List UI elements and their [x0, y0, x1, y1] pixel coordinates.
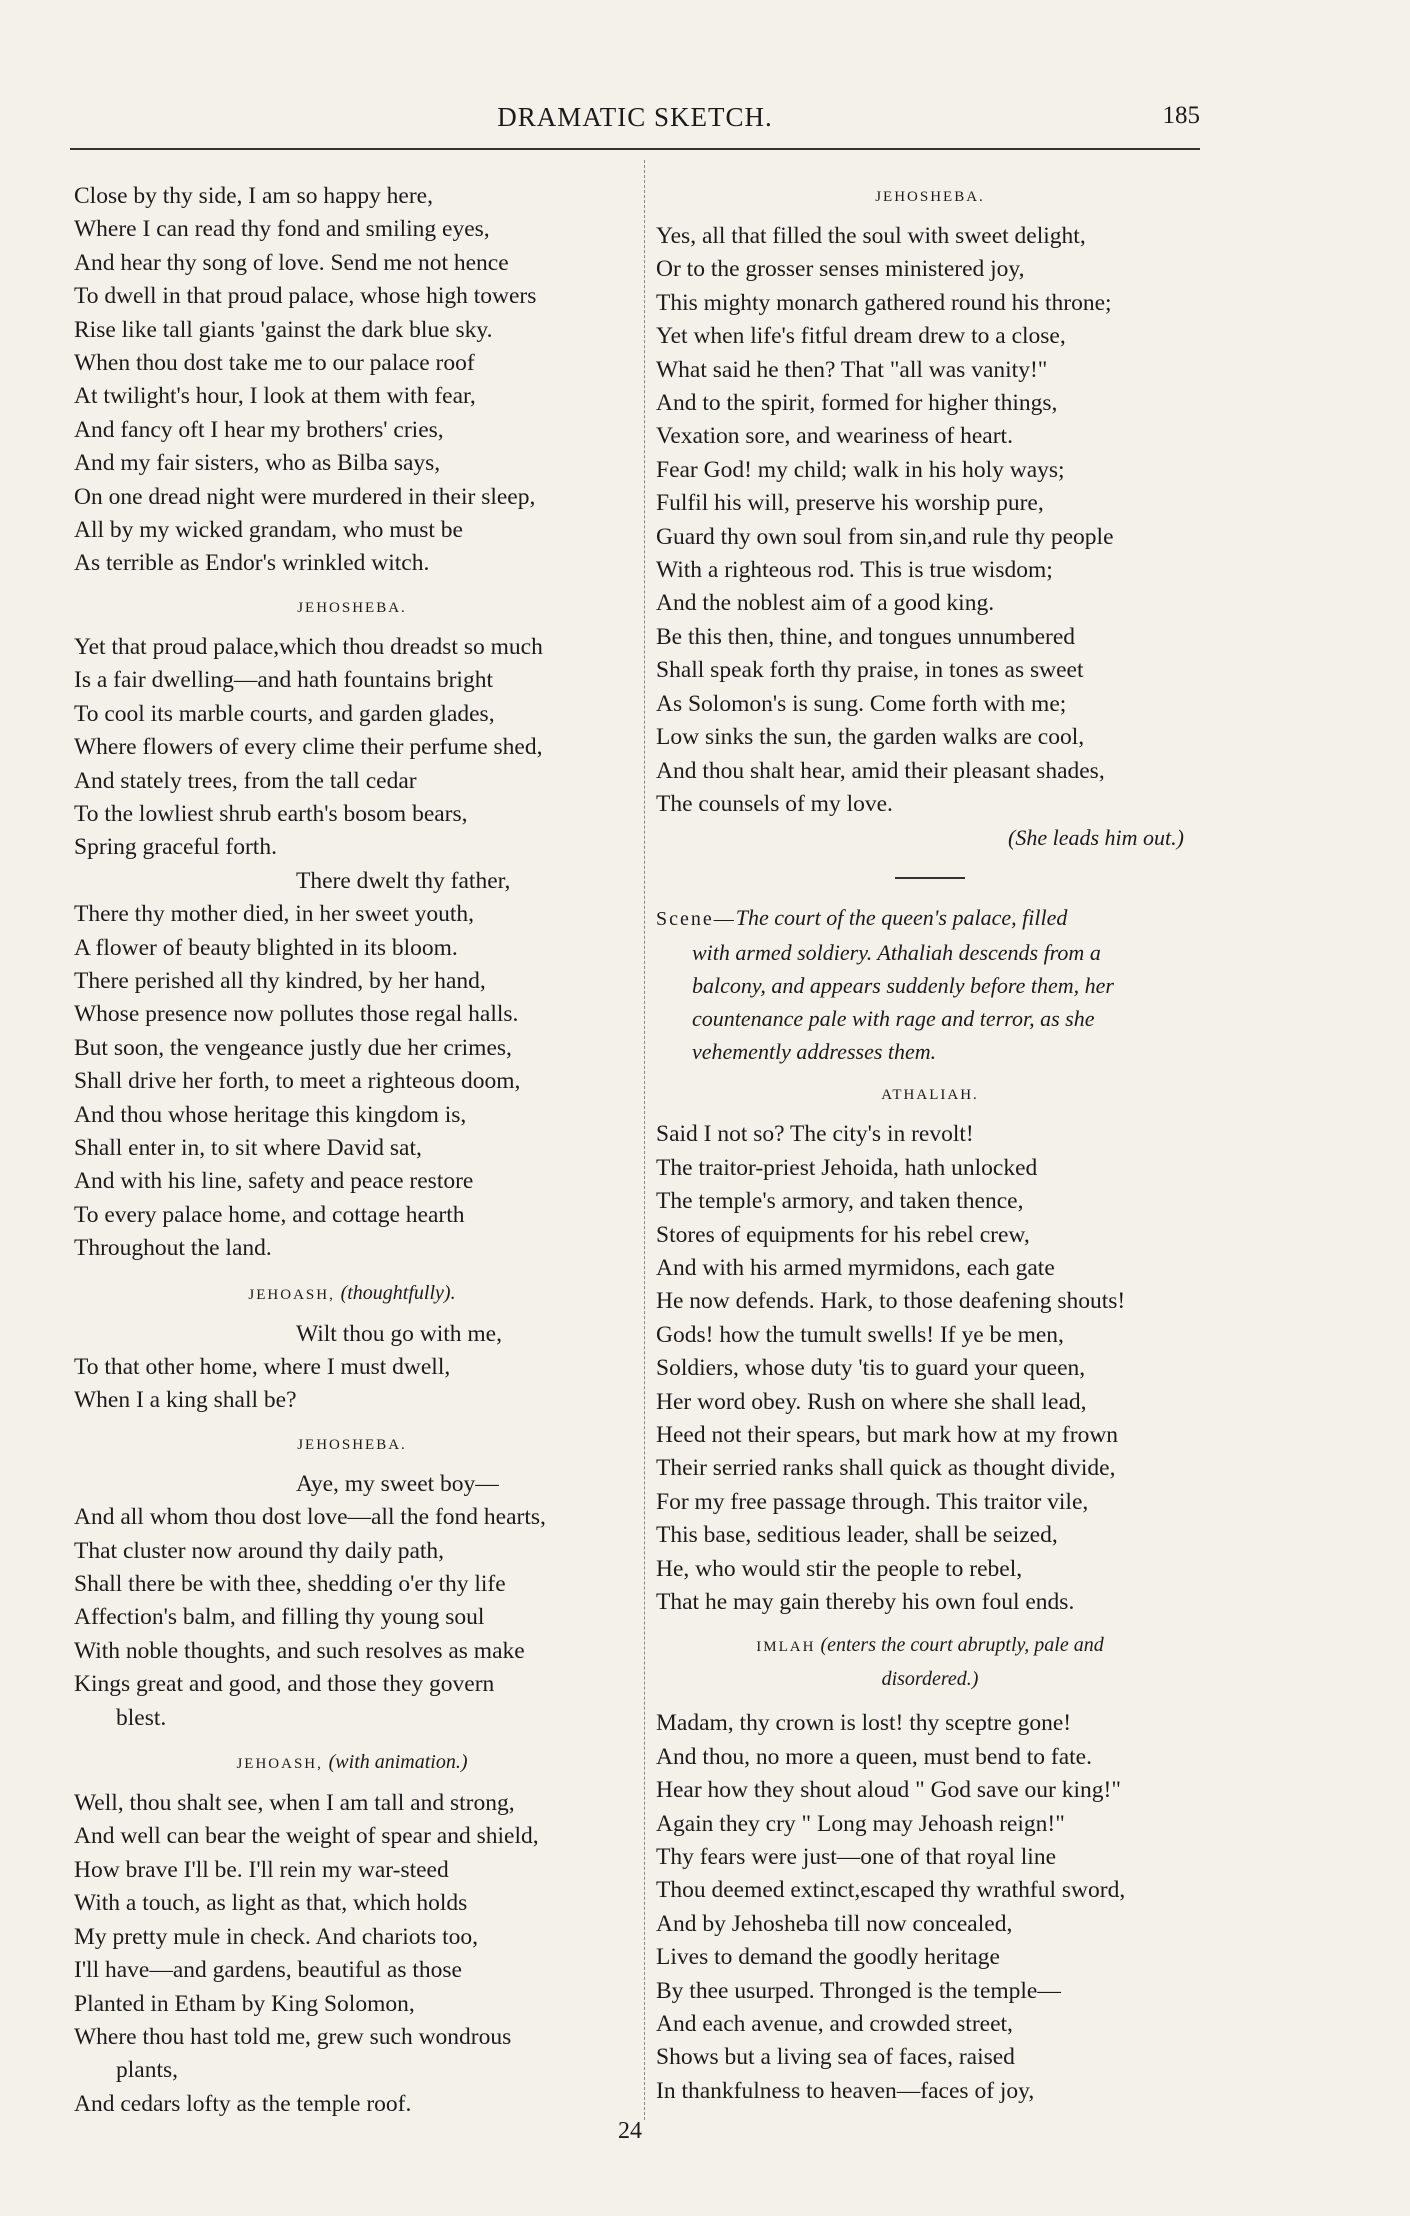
speaker-name: JEHOASH,: [248, 1286, 335, 1303]
verse-line: And by Jehosheba till now concealed,: [656, 1910, 1013, 1937]
verse-line: For my free passage through. This traitor vile,: [656, 1488, 1089, 1515]
verse-line: That cluster now around thy daily path,: [74, 1537, 445, 1564]
verse-line: Shall there be with thee, shedding o'er thy life: [74, 1571, 506, 1598]
verse-line: Throughout the land.: [74, 1235, 272, 1262]
verse-line: This mighty monarch gathered round his throne;: [656, 289, 1112, 316]
speaker-name: JEHOSHEBA.: [297, 599, 407, 616]
left-column: [74, 180, 630, 2121]
verse-line: Lives to demand the goodly heritage: [656, 1944, 1000, 1971]
verse-line: Where flowers of every clime their perfume shed,: [74, 734, 543, 761]
verse-line: And hear thy song of love. Send me not hence: [74, 249, 509, 276]
verse-line: And each avenue, and crowded street,: [656, 2011, 1013, 2038]
verse-line: There perished all thy kindred, by her hand,: [74, 967, 486, 994]
verse-line-continuation: plants,: [116, 2057, 179, 2084]
stage-direction: (enters the court abruptly, pale and: [820, 1634, 1104, 1657]
header-rule: [70, 148, 1200, 150]
verse-line: Shall enter in, to sit where David sat,: [74, 1134, 422, 1161]
verse-block: [656, 1118, 1204, 1619]
scene-line: [656, 1035, 1204, 1068]
verse-line: Low sinks the sun, the garden walks are cool,: [656, 724, 1085, 751]
verse-block: [656, 1707, 1204, 2108]
verse-block: [74, 2088, 630, 2121]
verse-line: Shows but a living sea of faces, raised: [656, 2044, 1015, 2071]
verse-line: There dwelt thy father,: [296, 867, 511, 894]
verse-line: Well, thou shalt see, when I am tall and strong,: [74, 1790, 515, 1817]
verse-line: The counsels of my love.: [656, 790, 893, 817]
verse-line: As terrible as Endor's wrinkled witch.: [74, 550, 430, 577]
verse-line: I'll have—and gardens, beautiful as those: [74, 1957, 462, 1984]
scene-text: The court of the queen's palace, filled: [735, 905, 1068, 931]
verse-line: Or to the grosser senses ministered joy,: [656, 256, 1025, 283]
verse-block: [74, 1501, 630, 1701]
verse-line: Madam, thy crown is lost! thy sceptre gone!: [656, 1710, 1072, 1737]
verse-line: To every palace home, and cottage hearth: [74, 1201, 465, 1228]
stage-direction: disordered.): [881, 1668, 979, 1691]
verse-line: And the noblest aim of a good king.: [656, 590, 995, 617]
speaker-heading: [74, 591, 630, 625]
scene-label: Scene—: [656, 908, 736, 931]
speaker-heading: [74, 1276, 630, 1312]
verse-line: And my fair sisters, who as Bilba says,: [74, 450, 441, 477]
verse-line: On one dread night were murdered in their sleep,: [74, 483, 536, 510]
verse-line: And cedars lofty as the temple roof.: [74, 2090, 412, 2117]
verse-line: This base, seditious leader, shall be seized,: [656, 1522, 1058, 1549]
verse-line: The traitor-priest Jehoida, hath unlocked: [656, 1154, 1038, 1181]
verse-line: And thou shalt hear, amid their pleasant shades,: [656, 757, 1105, 784]
verse-line: Is a fair dwelling—and hath fountains bright: [74, 667, 493, 694]
running-title: DRAMATIC SKETCH.: [497, 102, 773, 132]
scene-line: [656, 969, 1204, 1002]
speaker-name: ATHALIAH.: [881, 1087, 979, 1104]
verse-line: Vexation sore, and weariness of heart.: [656, 423, 1013, 450]
verse-line: Again they cry " Long may Jehoash reign!": [656, 1810, 1065, 1837]
verse-line: Wilt thou go with me,: [296, 1320, 502, 1347]
section-rule: [895, 877, 965, 879]
verse-line: And stately trees, from the tall cedar: [74, 767, 417, 794]
verse-line: Shall speak forth thy praise, in tones as sweet: [656, 657, 1084, 684]
verse-line: And with his armed myrmidons, each gate: [656, 1254, 1055, 1281]
verse-line: To the lowliest shrub earth's bosom bears,: [74, 800, 468, 827]
verse-block: [74, 180, 630, 581]
verse-line: He, who would stir the people to rebel,: [656, 1555, 1023, 1582]
scene-line: [656, 936, 1204, 969]
verse-block: [656, 220, 1204, 821]
page-number: 185: [1162, 102, 1200, 129]
column-divider: [644, 160, 645, 2120]
running-header: [70, 102, 1200, 146]
stage-direction: (She leads him out.): [1008, 825, 1184, 851]
verse-line: To dwell in that proud palace, whose high towers: [74, 283, 537, 310]
verse-line: The temple's armory, and taken thence,: [656, 1188, 1024, 1215]
verse-line-continuation: blest.: [116, 1704, 167, 1731]
verse-block: [74, 1351, 630, 1418]
verse-line: In thankfulness to heaven—faces of joy,: [656, 2077, 1035, 2104]
verse-line: That he may gain thereby his own foul ends.: [656, 1589, 1075, 1615]
verse-line: Close by thy side, I am so happy here,: [74, 183, 433, 209]
verse-line: By thee usurped. Thronged is the temple—: [656, 1977, 1061, 2004]
scene-description: [656, 901, 1204, 1068]
verse-line: Stores of equipments for his rebel crew,: [656, 1221, 1030, 1248]
verse-line: Aye, my sweet boy—: [296, 1470, 499, 1497]
verse-line: When thou dost take me to our palace roof: [74, 350, 475, 377]
verse-line: Their serried ranks shall quick as thought divide,: [656, 1455, 1116, 1482]
verse-line: And with his line, safety and peace restore: [74, 1168, 474, 1195]
verse-line: Yet when life's fitful dream drew to a close,: [656, 323, 1066, 350]
stage-direction: (with animation.): [328, 1751, 468, 1774]
verse-line: At twilight's hour, I look at them with fear,: [74, 383, 476, 410]
verse-line: Affection's balm, and filling thy young soul: [74, 1604, 485, 1631]
verse-line: Hear how they shout aloud " God save our king!": [656, 1777, 1121, 1804]
verse-line: Soldiers, whose duty 'tis to guard your queen,: [656, 1355, 1086, 1382]
verse-line: Yes, all that filled the soul with sweet delight,: [656, 223, 1086, 249]
verse-line: And fancy oft I hear my brothers' cries,: [74, 416, 444, 443]
verse-line: Where thou hast told me, grew such wondrous: [74, 2023, 512, 2050]
scene-line: [656, 1002, 1204, 1035]
verse-line: To cool its marble courts, and garden glades,: [74, 700, 495, 727]
verse-line: And thou, no more a queen, must bend to fate.: [656, 1743, 1092, 1770]
verse-line: With noble thoughts, and such resolves as make: [74, 1637, 525, 1664]
verse-line: Be this then, thine, and tongues unnumbered: [656, 623, 1076, 650]
verse-line: A flower of beauty blighted in its bloom.: [74, 934, 458, 961]
scene-text: vehemently addresses them.: [692, 1039, 937, 1065]
verse-line: Fear God! my child; walk in his holy ways;: [656, 456, 1065, 483]
speaker-heading: [656, 180, 1204, 214]
verse-line: All by my wicked grandam, who must be: [74, 517, 463, 544]
stage-direction: (thoughtfully).: [340, 1281, 456, 1304]
verse-line: Said I not so? The city's in revolt!: [656, 1121, 974, 1148]
verse-line: Heed not their spears, but mark how at my frown: [656, 1421, 1119, 1448]
verse-line: With a touch, as light as that, which holds: [74, 1890, 468, 1917]
verse-line: Rise like tall giants 'gainst the dark blue sky.: [74, 316, 493, 343]
verse-line: He now defends. Hark, to those deafening shouts!: [656, 1288, 1126, 1315]
signature-mark: 24: [618, 2118, 642, 2144]
verse-line: Fulfil his will, preserve his worship pure,: [656, 490, 1044, 517]
verse-block: [74, 898, 630, 1265]
speaker-heading: [656, 1629, 1204, 1695]
verse-line: And all whom thou dost love—all the fond hearts,: [74, 1504, 546, 1531]
verse-line: As Solomon's is sung. Come forth with me;: [656, 690, 1067, 717]
verse-line: Planted in Etham by King Solomon,: [74, 1990, 415, 2017]
right-column: [656, 180, 1204, 2108]
speaker-name: JEHOASH,: [236, 1756, 323, 1773]
verse-block: [74, 631, 630, 865]
verse-line: How brave I'll be. I'll rein my war-steed: [74, 1856, 449, 1883]
verse-line: With a righteous rod. This is true wisdom;: [656, 557, 1053, 584]
verse-line: My pretty mule in check. And chariots too,: [74, 1923, 478, 1950]
scene-line: [656, 901, 1204, 936]
verse-line: When I a king shall be?: [74, 1387, 297, 1414]
speaker-name: JEHOSHEBA.: [875, 189, 985, 205]
verse-line: Thou deemed extinct,escaped thy wrathful sword,: [656, 1877, 1126, 1904]
verse-line: And to the spirit, formed for higher things,: [656, 390, 1058, 417]
verse-line: Kings great and good, and those they govern: [74, 1671, 495, 1698]
scene-text: countenance pale with rage and terror, as she: [692, 1006, 1095, 1032]
verse-line: Spring graceful forth.: [74, 834, 277, 861]
verse-line: Gods! how the tumult swells! If ye be men,: [656, 1321, 1064, 1348]
scene-text: with armed soldiery. Athaliah descends from a: [692, 940, 1101, 966]
verse-line: There thy mother died, in her sweet youth,: [74, 901, 475, 928]
verse-block: [74, 1787, 630, 2054]
verse-line: And thou whose heritage this kingdom is,: [74, 1101, 467, 1128]
verse-line: But soon, the vengeance justly due her crimes,: [74, 1034, 512, 1061]
verse-line: Yet that proud palace,which thou dreadst so much: [74, 633, 543, 660]
verse-line: Where I can read thy fond and smiling eyes,: [74, 216, 490, 243]
verse-line: Whose presence now pollutes those regal halls.: [74, 1001, 519, 1028]
verse-line: To that other home, where I must dwell,: [74, 1354, 451, 1380]
speaker-heading: [656, 1078, 1204, 1112]
verse-line: And well can bear the weight of spear and shield,: [74, 1823, 539, 1850]
scene-text: balcony, and appears suddenly before them, her: [692, 973, 1114, 999]
verse-line: What said he then? That "all was vanity!": [656, 356, 1048, 383]
verse-line: Thy fears were just—one of that royal line: [656, 1844, 1057, 1871]
speaker-name: JEHOSHEBA.: [297, 1436, 407, 1453]
speaker-heading: [74, 1428, 630, 1462]
verse-line: Her word obey. Rush on where she shall lead,: [656, 1388, 1087, 1415]
verse-line: Shall drive her forth, to meet a righteous doom,: [74, 1068, 521, 1095]
speaker-heading: [74, 1745, 630, 1781]
verse-line: Guard thy own soul from sin,and rule thy people: [656, 523, 1114, 550]
speaker-name: IMLAH: [756, 1639, 816, 1656]
